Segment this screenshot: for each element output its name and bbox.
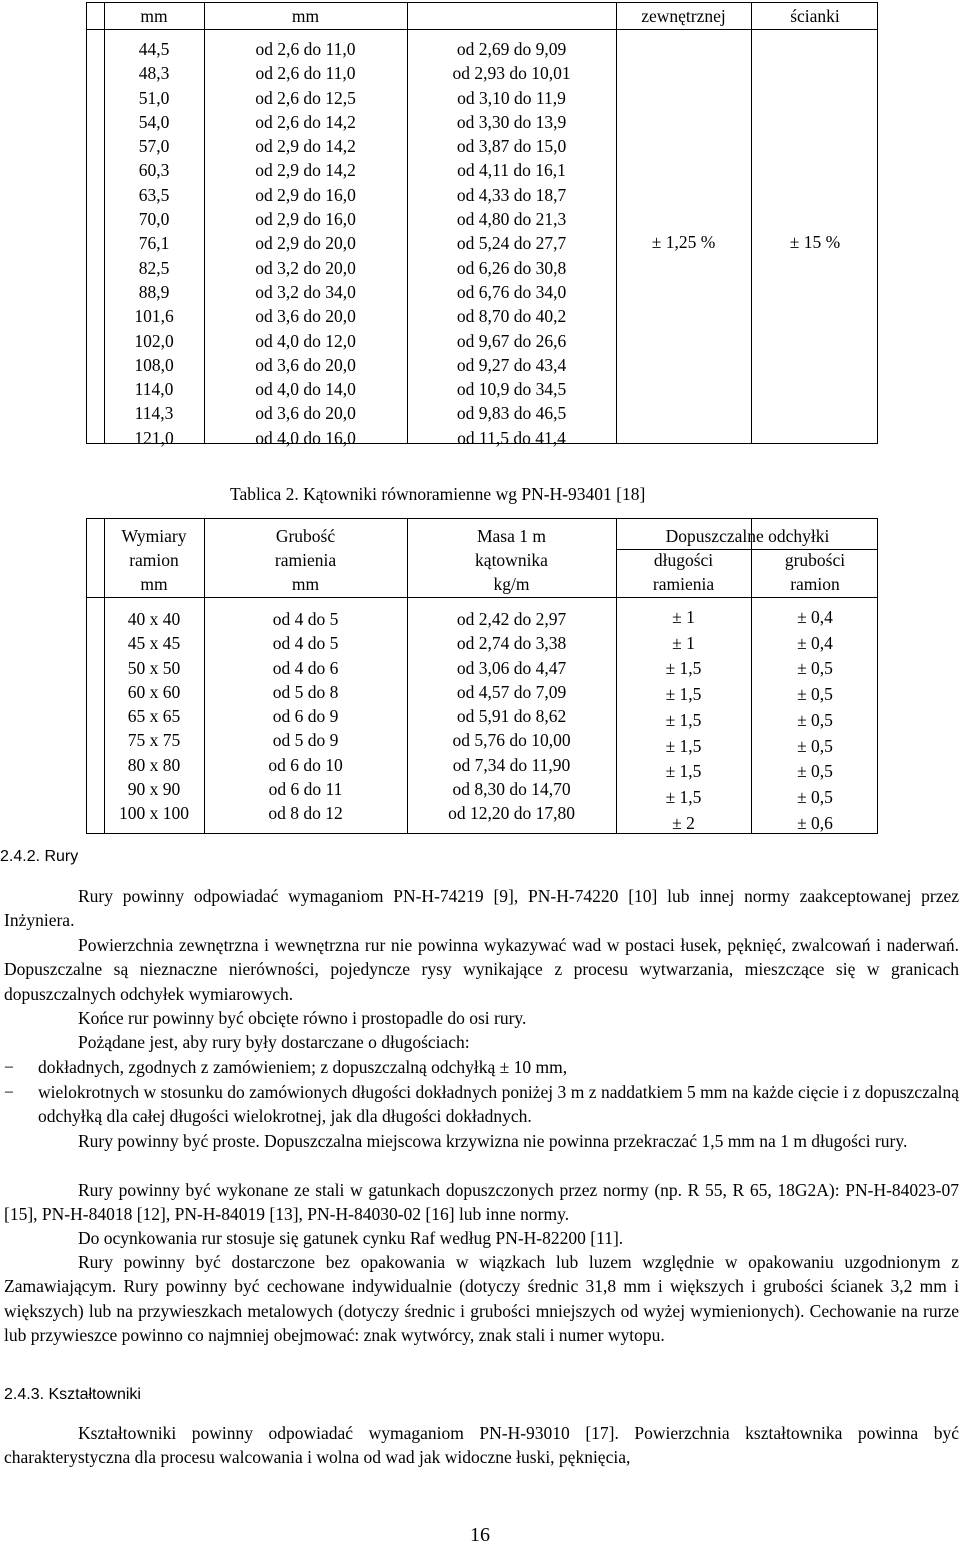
table-cell: od 2,42 do 2,97 [456,609,567,629]
table-cell: od 3,2 do 20,0 [255,257,356,278]
paragraph [4,933,959,1006]
table-cell: 101,6 [134,306,174,327]
table-cell: od 2,69 do 9,09 [456,39,567,59]
table-cell: od 4,57 do 7,09 [456,681,567,702]
table-cell: ± 0,5 [797,658,833,679]
table-cell: od 4,33 do 18,7 [456,184,567,205]
table-cell: od 2,6 do 12,5 [255,87,356,108]
table-cell: 57,0 [138,136,170,157]
paragraph-text: Rury powinny być proste. Dopuszczalna miejscowa krzywizna nie powinna przekraczać 1,5 mm na 1 m długości rury. [78,1131,908,1151]
table-cell: od 2,9 do 14,2 [255,136,356,157]
header-line: mm [140,574,168,594]
table-cell: od 10,9 do 34,5 [456,379,567,400]
paragraph-text: Pożądane jest, aby rury były dostarczane o długościach: [78,1032,470,1052]
table-cell: 51,0 [138,87,170,108]
table-cell: 108,0 [134,354,174,375]
table-cell: od 4,11 do 16,1 [457,160,566,181]
dash-bullet: − [4,1057,14,1077]
table-cell: 88,9 [138,281,170,302]
table-cell: od 4,0 do 12,0 [255,330,356,351]
paragraph [4,1006,959,1030]
paragraph-text: Rury powinny być wykonane ze stali w gatunkach dopuszczonych przez normy (np. R 55, R 65, 18G2A): PN-H-84023-07 [15], PN-H-84018 [12], PN-H-84019 [13], PN-H-84030-02 [16] lub inne normy. [4,1180,959,1225]
table-cell: ± 0,4 [797,607,833,627]
table-cell: od 2,9 do 16,0 [255,184,356,205]
table-cell: 45 x 45 [127,633,181,654]
table-cell: od 6 do 11 [268,779,343,800]
paragraph [4,1421,959,1470]
table-cell: od 2,9 do 14,2 [255,160,356,181]
section-heading-pipes: 2.4.2. Rury [0,848,79,865]
table-cell: 82,5 [138,257,170,278]
header-dimensions [104,524,204,596]
angle-bars-table [86,518,878,834]
table-cell: 121,0 [134,427,174,448]
table-cell: od 8,30 do 14,70 [452,779,571,800]
table-cell: 63,5 [138,184,170,205]
table-cell: ± 2 [672,812,695,833]
angle-mass-column [407,607,616,826]
table-cell: 80 x 80 [127,754,181,775]
table-cell: 48,3 [138,63,170,84]
table-cell: 54,0 [138,111,170,132]
mass-column [407,37,616,450]
table-cell: ± 0,6 [797,812,833,833]
thickness-tolerance-column [751,605,879,836]
outer-diameter-tolerance: ± 1,25 % [651,232,716,252]
paragraph [4,1178,959,1227]
wall-thickness-column [204,37,407,450]
table-cell: od 6 do 9 [272,706,339,727]
table-cell: 60 x 60 [127,681,181,702]
page-number: 16 [470,1524,490,1546]
table-cell: od 12,20 do 17,80 [448,803,575,824]
table-cell: ± 0,5 [797,786,833,807]
header-mass [407,524,616,596]
table-cell: od 3,2 do 34,0 [255,281,356,302]
table-cell: od 9,83 do 46,5 [456,403,567,424]
table-cell: od 8 do 12 [268,803,343,824]
table-cell: 102,0 [134,330,174,351]
table-cell: od 11,5 do 41,4 [457,427,566,448]
paragraph [4,1250,959,1347]
table-cell: od 5 do 9 [272,730,339,751]
table-cell: 114,3 [134,403,174,424]
header-line: Wymiary [121,526,187,546]
table-cell: od 6,26 do 30,8 [456,257,567,278]
paragraph [4,1226,959,1250]
paragraph-text: Rury powinny odpowiadać wymaganiom PN-H-74219 [9], PN-H-74220 [10] lub innej normy zaakceptowanej przez Inżyniera. [4,886,959,931]
table-cell: od 4,0 do 14,0 [255,379,356,400]
paragraph-text: Do ocynkowania rur stosuje się gatunek cynku Raf według PN-H-82200 [11]. [78,1228,624,1248]
table-cell: ± 0,5 [797,761,833,782]
header-line: długości [653,550,714,570]
table-cell: od 9,67 do 26,6 [456,330,567,351]
table-cell: ± 1,5 [665,709,702,730]
table2-caption: Tablica 2. Kątowniki równoramienne wg PN-H-93401 [18] [230,484,646,504]
table-cell: od 9,27 do 43,4 [456,354,567,375]
section-heading-shapes: 2.4.3. Kształtowniki [4,1386,141,1403]
table-cell: od 2,6 do 11,0 [255,39,356,59]
paragraph [4,884,959,933]
table-cell: od 3,06 do 4,47 [456,657,567,678]
paragraph-text: Rury powinny być dostarczone bez opakowania w wiązkach lub luzem względnie w opakowaniu uzgodnionym z Zamawiającym. Rury powinny być cechowane indywidualnie (dotyczy średnic 31,8 mm i większych i grubości ścianek 3,2 mm i większych) lub na przywieszkach metalowych (dotyczy średnic i grubości mniejszych od wyżej wymienionych). Cechowanie na rurze lub przywieszce powinno co najmniej obejmować: znak wytwórcy, znak stali i numer wytopu. [4,1252,959,1345]
table-cell: od 4 do 5 [272,633,339,654]
header-line: ramion [129,550,179,570]
table-cell: od 2,6 do 14,2 [255,111,356,132]
header-tolerances-group: Dopuszczalne odchyłki [665,526,830,546]
table-cell: od 4 do 6 [272,657,339,678]
table-cell: od 2,9 do 20,0 [255,233,356,254]
header-line: grubości [784,550,846,570]
dash-bullet: − [4,1082,14,1102]
table-cell: 90 x 90 [127,779,181,800]
paragraph [4,1129,959,1153]
wall-thickness-tolerance: ± 15 % [789,232,841,252]
table-cell: 70,0 [138,209,170,230]
table-cell: ± 1,5 [665,735,702,756]
paragraph-text: Powierzchnia zewnętrzna i wewnętrzna rur nie powinna wykazywać wad w postaci łusek, pęknięć, zwalcowań i naderwań. Dopuszczalne są nieznaczne nierówności, pojedyncze rysy wynikające z procesu wytwarzania, mieszczące się w granicach dopuszczalnych odchyłek wymiarowych. [4,935,959,1004]
table-cell: ± 1,5 [665,684,702,705]
table-cell: od 3,6 do 20,0 [255,306,356,327]
header-line: ramienia [274,550,337,570]
table-cell: od 3,30 do 13,9 [456,111,567,132]
table-cell: ± 1,5 [665,761,702,782]
table-cell: 76,1 [138,233,170,254]
thickness-column [204,607,407,826]
paragraph-text: Końce rur powinny być obcięte równo i prostopadle do osi rury. [78,1008,527,1028]
header-thickness [204,524,407,596]
header-line: Grubość [275,526,336,546]
table-cell: 44,5 [138,39,170,59]
table-cell: 40 x 40 [127,609,181,629]
table-cell: od 4,80 do 21,3 [456,209,567,230]
pipe-dimensions-table [86,2,878,448]
table-cell: 100 x 100 [119,803,189,824]
list-item-text: dokładnych, zgodnych z zamówieniem; z dopuszczalną odchyłką ± 10 mm, [38,1057,568,1077]
table-cell: ± 0,5 [797,709,833,730]
header-wall-unit: mm [291,6,320,26]
paragraph-text: Kształtowniki powinny odpowiadać wymaganiom PN-H-93010 [17]. Powierzchnia kształtownika powinna być charakterystyczna dla procesu walcowania i wolna od wad jak widoczne łuski, pęknięcia, [4,1423,959,1468]
paragraph [4,1030,959,1054]
table-cell: od 3,87 do 15,0 [456,136,567,157]
header-line: ramion [790,574,840,594]
dimensions-column [104,607,204,826]
table-cell: ± 0,4 [797,632,833,653]
diameter-column [104,37,204,450]
header-line: mm [291,574,320,594]
table-cell: od 2,9 do 16,0 [255,209,356,230]
header-wall-tolerance: ścianki [790,6,840,26]
header-outer-tolerance: zewnętrznej [641,6,726,26]
table-cell: od 3,10 do 11,9 [457,87,566,108]
header-line: ramienia [652,574,715,594]
table-cell: od 2,6 do 11,0 [255,63,356,84]
table-cell: od 2,74 do 3,38 [456,633,567,654]
table-cell: ± 1 [672,632,695,653]
header-line: kątownika [475,550,548,570]
table-cell: od 5,76 do 10,00 [452,730,571,751]
table-cell: od 6,76 do 34,0 [456,281,567,302]
table-cell: od 2,93 do 10,01 [452,63,571,84]
table-cell: 50 x 50 [127,657,181,678]
length-tolerance-column [616,605,751,836]
table-cell: 60,3 [138,160,170,181]
table-cell: 65 x 65 [127,706,181,727]
table-cell: od 7,34 do 11,90 [452,754,571,775]
table-cell: od 4,0 do 16,0 [255,427,356,448]
table-cell: od 3,6 do 20,0 [255,354,356,375]
table-cell: od 6 do 10 [268,754,343,775]
table-cell: ± 1,5 [665,786,702,807]
header-thickness-tolerance [751,548,879,596]
header-diameter-unit: mm [140,6,168,26]
table-cell: od 8,70 do 40,2 [456,306,567,327]
table-cell: od 5,24 do 27,7 [456,233,567,254]
table-cell: ± 1 [672,607,695,627]
header-line: Masa 1 m [476,526,547,546]
header-line: kg/m [493,574,530,594]
list-item-text: wielokrotnych w stosunku do zamówionych długości dokładnych poniżej 3 m z naddatkiem 5 mm na każde cięcie i z dopuszczalną odchyłką dla całej długości wielokrotnej, jak dla długości dokładnych. [38,1082,959,1127]
table-cell: ± 0,5 [797,684,833,705]
table-cell: od 5 do 8 [272,681,339,702]
table-cell: ± 0,5 [797,735,833,756]
table-cell: od 4 do 5 [272,609,339,629]
table-cell: od 3,6 do 20,0 [255,403,356,424]
table-cell: od 5,91 do 8,62 [456,706,567,727]
table-cell: 114,0 [134,379,174,400]
table-cell: ± 1,5 [665,658,702,679]
header-length-tolerance [616,548,751,596]
table-cell: 75 x 75 [127,730,181,751]
